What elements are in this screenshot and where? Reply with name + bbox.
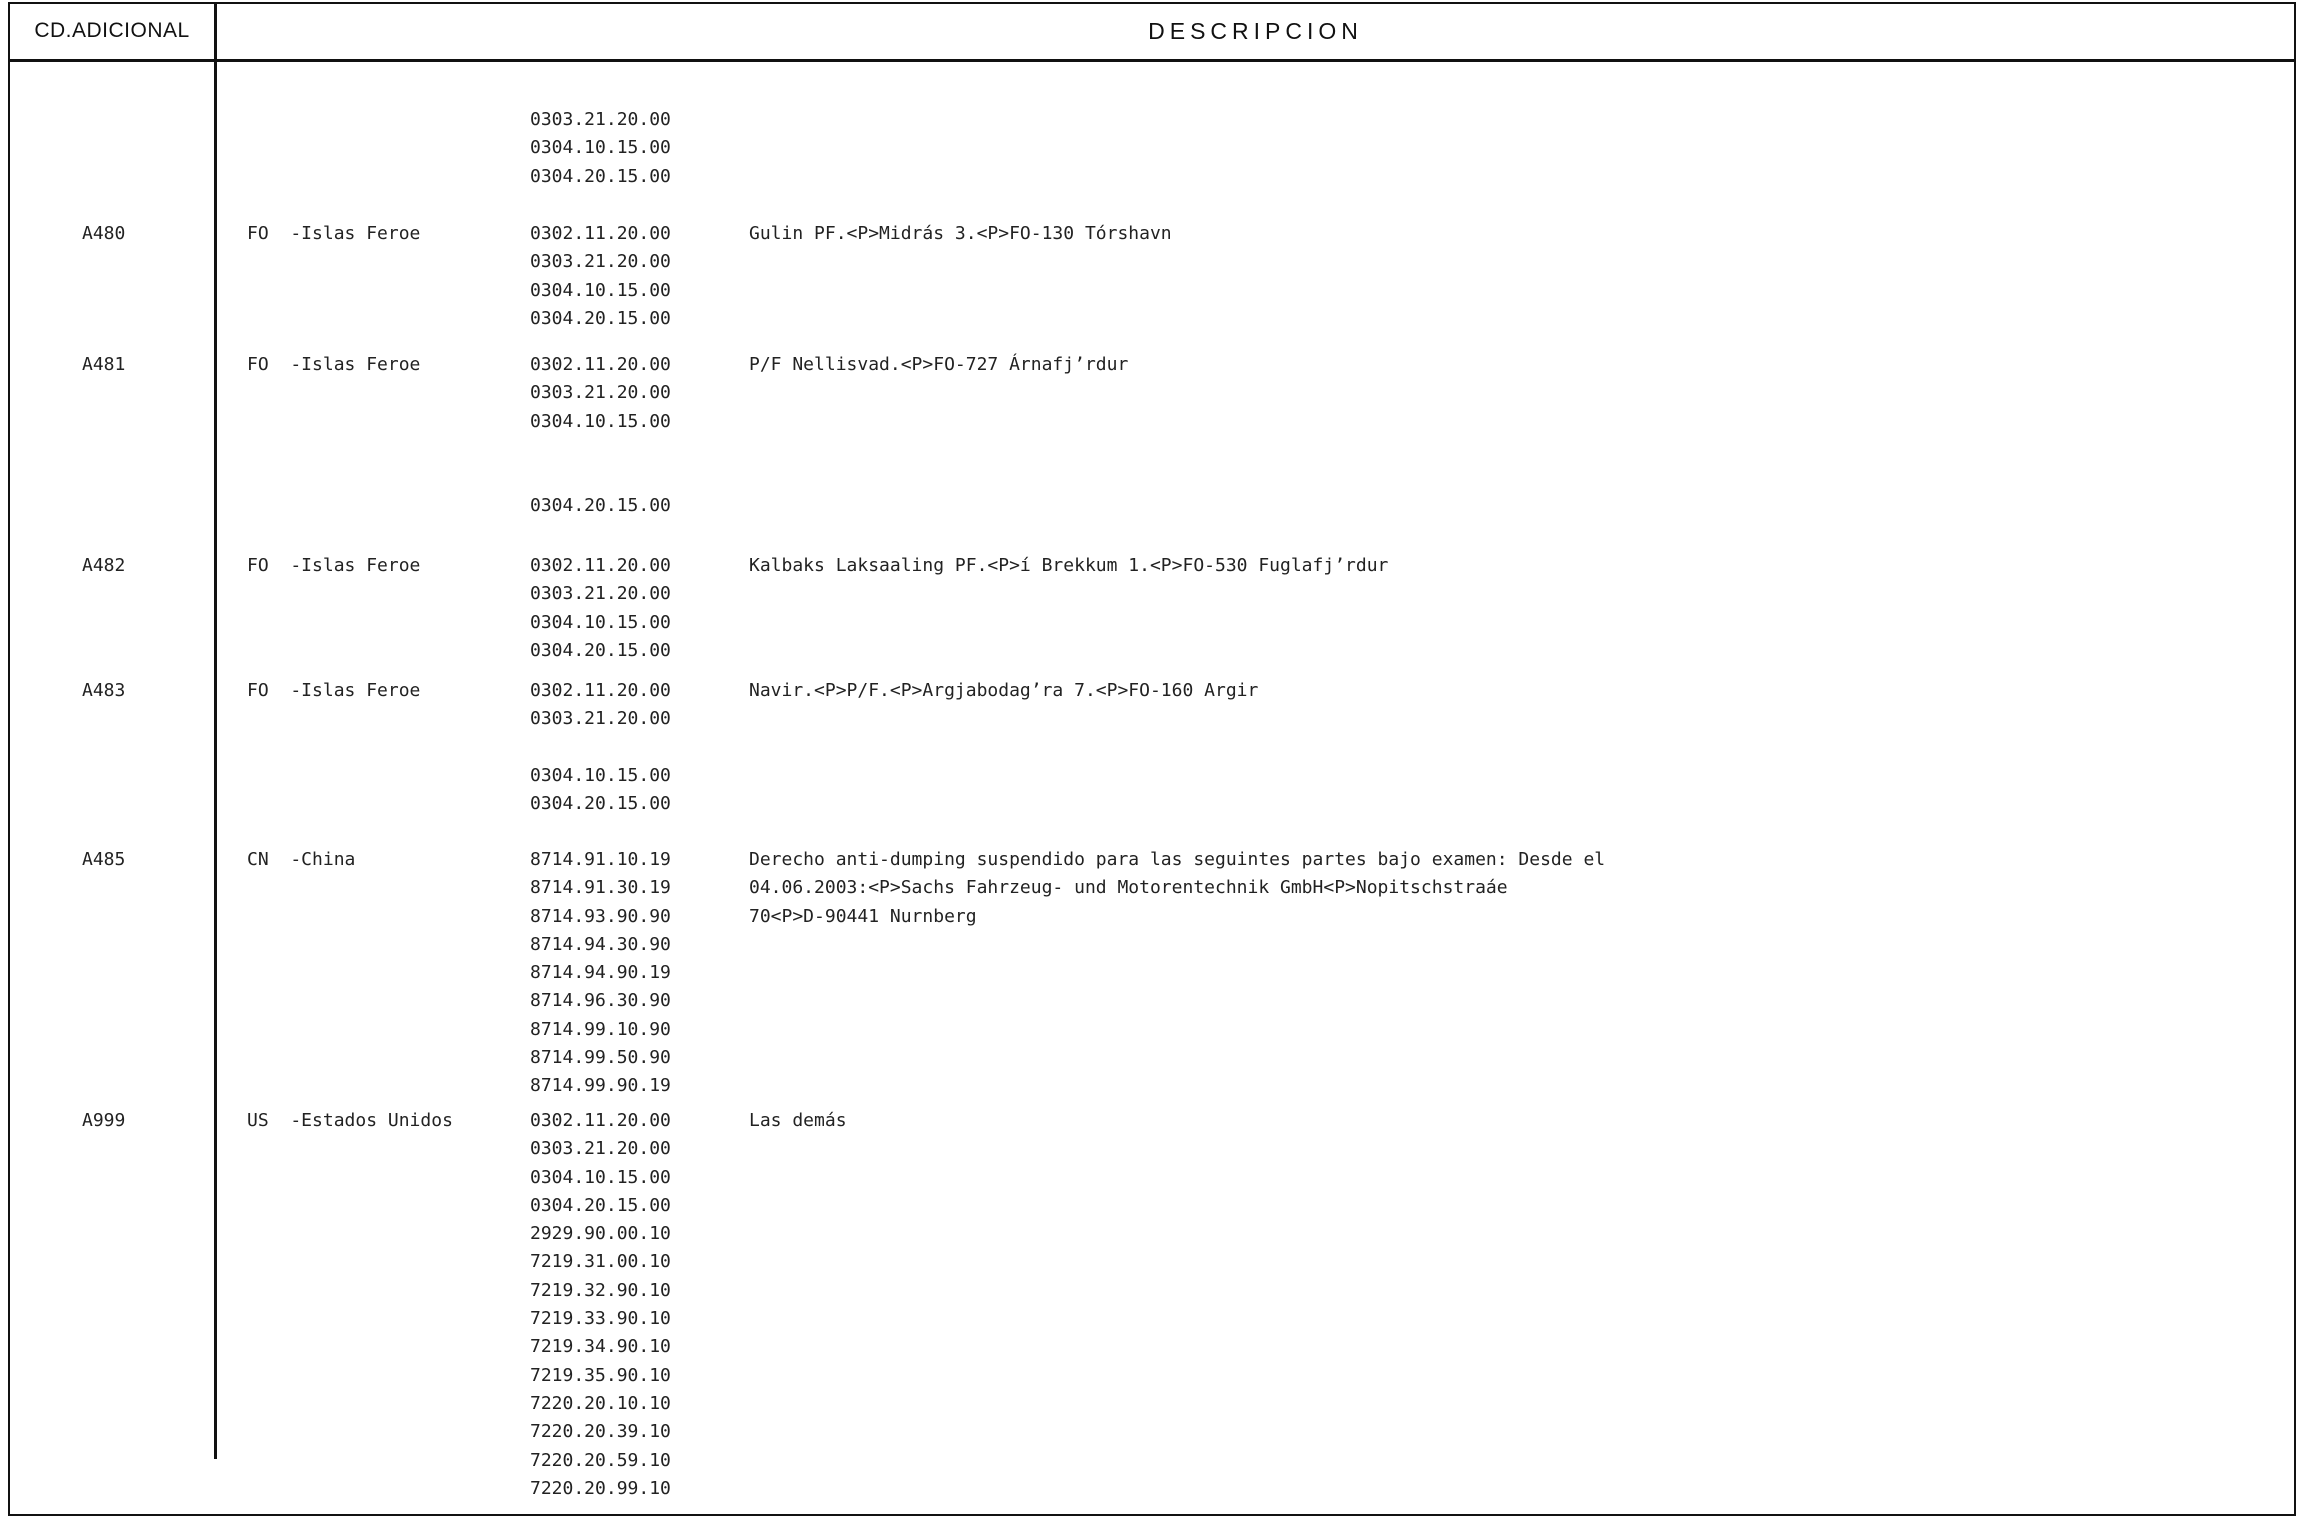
- tariff-code: 0304.20.15.00: [530, 639, 671, 661]
- tariff-code: 7219.34.90.10: [530, 1336, 671, 1358]
- entry-country: FO -Islas Feroe: [247, 555, 421, 576]
- description-line: 04.06.2003:<P>Sachs Fahrzeug- und Motorentechnik GmbH<P>Nopitschstraáe: [749, 877, 1508, 899]
- entry-description: [749, 351, 1128, 379]
- description-line: Derecho anti-dumping suspendido para las seguintes partes bajo examen: Desde el: [749, 849, 1606, 870]
- entry-tariff-list: [530, 351, 671, 521]
- entry-tariff-list: [530, 677, 671, 818]
- tariff-code: 8714.94.30.90: [530, 933, 671, 955]
- header-code-adicional: CD.ADICIONAL: [34, 19, 190, 42]
- entry-country: FO -Islas Feroe: [247, 223, 421, 244]
- tariff-code: 0304.10.15.00: [530, 764, 671, 786]
- tariff-code: 8714.94.90.19: [530, 962, 671, 984]
- tariff-code: 0303.21.20.00: [530, 382, 671, 404]
- description-line: 70<P>D-90441 Nurnberg: [749, 905, 977, 927]
- tariff-code: 0303.21.20.00: [530, 708, 671, 730]
- tariff-code: 0302.11.20.00: [530, 555, 671, 576]
- entry-description: [749, 552, 1388, 580]
- tariff-code: 0304.20.15.00: [530, 1194, 671, 1216]
- entry-country: FO -Islas Feroe: [247, 354, 421, 375]
- tariff-code: 0304.20.15.00: [530, 165, 671, 187]
- entry-code: A485: [82, 849, 126, 870]
- tariff-code: 7220.20.10.10: [530, 1392, 671, 1414]
- tariff-code: 8714.99.90.19: [530, 1075, 671, 1097]
- entry-code: A999: [82, 1110, 126, 1131]
- tariff-code: 0302.11.20.00: [530, 680, 671, 701]
- tariff-code: 8714.91.30.19: [530, 877, 671, 899]
- tariff-code: 0302.11.20.00: [530, 354, 671, 375]
- tariff-code: 0304.20.15.00: [530, 793, 671, 815]
- tariff-code: 8714.91.10.19: [530, 849, 671, 870]
- entry-code: A480: [82, 223, 126, 244]
- entry-country: US -Estados Unidos: [247, 1110, 453, 1131]
- description-line: Navir.<P>P/F.<P>Argjabodag’ra 7.<P>FO-160 Argir: [749, 680, 1259, 701]
- entry-tariff-list: [530, 552, 671, 665]
- tariff-code: 0303.21.20.00: [530, 583, 671, 605]
- entry-tariff-list: [530, 1107, 671, 1503]
- tariff-code: 7220.20.99.10: [530, 1477, 671, 1499]
- entry-country: FO -Islas Feroe: [247, 680, 421, 701]
- tariff-code: 0302.11.20.00: [530, 1110, 671, 1131]
- entry-description: [749, 846, 1605, 931]
- tariff-code: [530, 734, 671, 762]
- tariff-code: 8714.99.10.90: [530, 1018, 671, 1040]
- entry-description: [749, 220, 1172, 248]
- tariff-code: 8714.93.90.90: [530, 905, 671, 927]
- tariff-code: [530, 436, 671, 464]
- tariff-code: 0304.10.15.00: [530, 1166, 671, 1188]
- tariff-code: 0304.20.15.00: [530, 307, 671, 329]
- description-line: Kalbaks Laksaaling PF.<P>í Brekkum 1.<P>FO-530 Fuglafj’rdur: [749, 555, 1389, 576]
- entry-code: A482: [82, 555, 126, 576]
- description-line: Las demás: [749, 1110, 847, 1131]
- tariff-code: 0304.10.15.00: [530, 137, 671, 159]
- tariff-code: 0304.20.15.00: [530, 495, 671, 517]
- tariff-code: 7220.20.59.10: [530, 1449, 671, 1471]
- header-descripcion: DESCRIPCION: [1148, 17, 1363, 44]
- tariff-code: 8714.96.30.90: [530, 990, 671, 1012]
- description-line: P/F Nellisvad.<P>FO-727 Árnafj’rdur: [749, 354, 1129, 375]
- tariff-code: 7219.33.90.10: [530, 1308, 671, 1330]
- entry-tariff-list: [530, 106, 671, 191]
- description-line: Gulin PF.<P>Midrás 3.<P>FO-130 Tórshavn: [749, 223, 1172, 244]
- tariff-code: 2929.90.00.10: [530, 1223, 671, 1245]
- tariff-code: 7220.20.39.10: [530, 1421, 671, 1443]
- tariff-code: 0304.10.15.00: [530, 410, 671, 432]
- entry-tariff-list: [530, 846, 671, 1101]
- tariff-code: 7219.31.00.10: [530, 1251, 671, 1273]
- entry-tariff-list: [530, 220, 671, 333]
- entry-description: [749, 1107, 847, 1135]
- tariff-code: 0304.10.15.00: [530, 279, 671, 301]
- tariff-code: 7219.35.90.10: [530, 1364, 671, 1386]
- tariff-code: 0303.21.20.00: [530, 1138, 671, 1160]
- tariff-code: 0302.11.20.00: [530, 223, 671, 244]
- tariff-code: 0303.21.20.00: [530, 109, 671, 130]
- entry-country: CN -China: [247, 849, 356, 870]
- entry-code: A483: [82, 680, 126, 701]
- tariff-code: 0304.10.15.00: [530, 611, 671, 633]
- entry-description: [749, 677, 1258, 705]
- tariff-code: 0303.21.20.00: [530, 251, 671, 273]
- entry-code: A481: [82, 354, 126, 375]
- tariff-code: [530, 464, 671, 492]
- tariff-code: 8714.99.50.90: [530, 1047, 671, 1069]
- tariff-code: 7219.32.90.10: [530, 1279, 671, 1301]
